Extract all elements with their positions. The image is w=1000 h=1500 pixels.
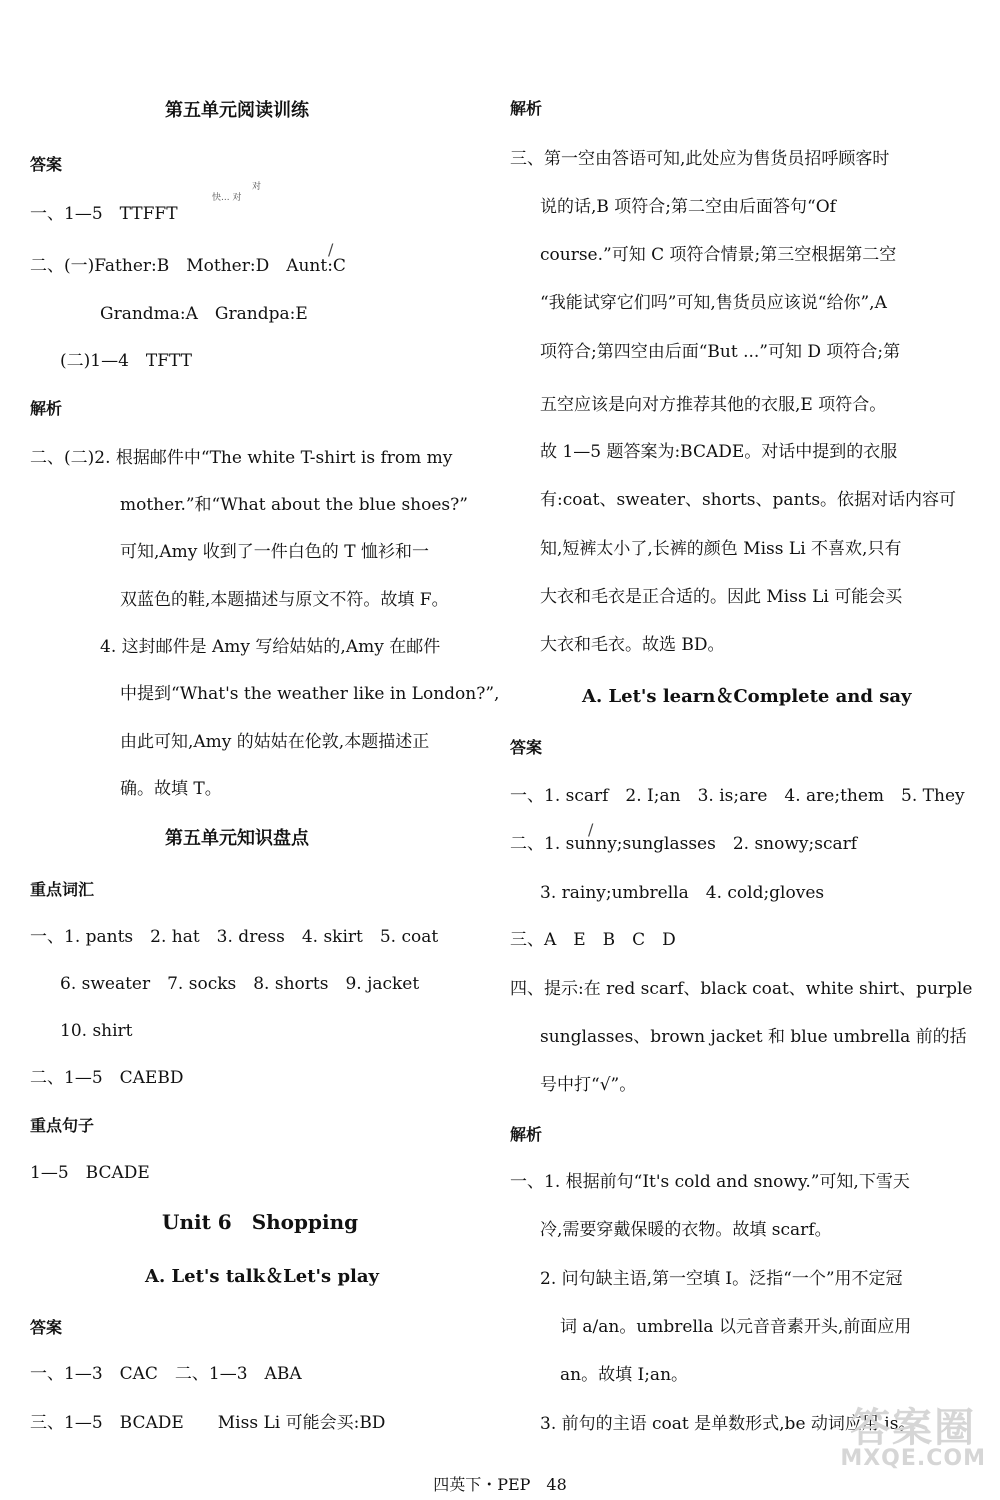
analysis-line: 有:coat、sweater、shorts、pants。依据对话内容可 (540, 490, 957, 510)
answer-line: 四、提示:在 red scarf、black coat、white shirt、purple (510, 979, 973, 999)
watermark-line: MXQE.COM (840, 1446, 986, 1471)
page-footer: 四英下・PEP 48 (433, 1475, 567, 1494)
talk-section-title: A. Let's talk＆Let's play (145, 1266, 379, 1287)
sentences-heading: 重点句子 (30, 1116, 95, 1135)
answer-line: 号中打“√”。 (540, 1075, 637, 1095)
learn-section-title: A. Let's learn＆Complete and say (582, 686, 912, 707)
stamp-text: 对 (252, 182, 262, 192)
answer-line: 3. rainy;umbrella 4. cold;gloves (540, 883, 825, 903)
answer-line: 一、1—5 TTFFT (30, 204, 178, 224)
analysis-line: an。故填 I;an。 (560, 1365, 689, 1385)
watermark-line: 答案圈 (850, 1405, 977, 1451)
pen-mark-icon: / (588, 820, 594, 839)
answer-line: 一、1. scarf 2. I;an 3. is;are 4. are;them 5. They (510, 786, 965, 806)
vocab-line: 二、1—5 CAEBD (30, 1068, 184, 1088)
sentences-line: 1—5 BCADE (30, 1163, 150, 1183)
vocab-line: 一、1. pants 2. hat 3. dress 4. skirt 5. coat (30, 927, 439, 947)
analysis-heading: 解析 (510, 99, 543, 118)
answers-heading: 答案 (510, 738, 543, 757)
analysis-line: course.”可知 C 项符合情景;第三空根据第二空 (540, 245, 897, 265)
analysis-line: 大衣和毛衣是正合适的。因此 Miss Li 可能会买 (540, 587, 903, 607)
analysis-line: 双蓝色的鞋,本题描述与原文不符。故填 F。 (120, 590, 449, 610)
answer-line: 二、1. sunny;sunglasses 2. snowy;scarf (510, 834, 858, 854)
analysis-line: 由此可知,Amy 的姑姑在伦敦,本题描述正 (120, 732, 430, 752)
analysis-line: 大衣和毛衣。故选 BD。 (540, 635, 725, 655)
answer-line: 一、1—3 CAC 二、1—3 ABA (30, 1364, 302, 1384)
answers-heading: 答案 (30, 1318, 63, 1337)
answer-line: sunglasses、brown jacket 和 blue umbrella 前的括 (540, 1027, 967, 1047)
vocab-heading: 重点词汇 (30, 880, 95, 899)
section-title-unit5-reading: 第五单元阅读训练 (165, 100, 309, 121)
analysis-line: mother.”和“What about the blue shoes?” (120, 495, 468, 515)
section-title-unit5-knowledge: 第五单元知识盘点 (165, 828, 309, 849)
analysis-line: 可知,Amy 收到了一件白色的 T 恤衫和一 (120, 542, 429, 562)
analysis-line: 知,短裤太小了,长裤的颜色 Miss Li 不喜欢,只有 (540, 539, 902, 559)
analysis-line: 一、1. 根据前句“It's cold and snowy.”可知,下雪天 (510, 1172, 910, 1192)
analysis-line: 2. 问句缺主语,第一空填 I。泛指“一个”用不定冠 (540, 1269, 903, 1289)
pen-mark-icon: / (328, 240, 334, 259)
analysis-line: 中提到“What's the weather like in London?”, (120, 684, 500, 704)
analysis-line: 说的话,B 项符合;第二空由后面答句“Of (540, 197, 836, 217)
analysis-line: 项符合;第四空由后面“But ...”可知 D 项符合;第 (540, 342, 901, 362)
stamp-text: 快... 对 (212, 193, 242, 203)
answer-line: (二)1—4 TFTT (60, 351, 193, 371)
unit6-title: Unit 6 Shopping (162, 1210, 359, 1234)
analysis-line: 三、第一空由答语可知,此处应为售货员招呼顾客时 (510, 149, 890, 169)
answer-line: 二、(一)Father:B Mother:D Aunt:C (30, 256, 346, 276)
analysis-line: 3. 前句的主语 coat 是单数形式,be 动词应用 is。 (540, 1414, 916, 1434)
answers-heading: 答案 (30, 155, 63, 174)
analysis-line: 4. 这封邮件是 Amy 写给姑姑的,Amy 在邮件 (100, 637, 441, 657)
analysis-line: 故 1—5 题答案为:BCADE。对话中提到的衣服 (540, 442, 898, 462)
analysis-line: 冷,需要穿戴保暖的衣物。故填 scarf。 (540, 1220, 832, 1240)
analysis-heading: 解析 (30, 399, 63, 418)
answer-line: 三、1—5 BCADE Miss Li 可能会买:BD (30, 1413, 386, 1433)
analysis-line: 词 a/an。umbrella 以元音音素开头,前面应用 (560, 1317, 912, 1337)
answer-line: Grandma:A Grandpa:E (100, 304, 308, 324)
analysis-line: 确。故填 T。 (120, 779, 222, 799)
answer-line: 三、A E B C D (510, 930, 676, 950)
vocab-line: 6. sweater 7. socks 8. shorts 9. jacket (60, 974, 420, 994)
analysis-heading: 解析 (510, 1125, 543, 1144)
small-stamp (212, 182, 261, 204)
analysis-line: 二、(二)2. 根据邮件中“The white T-shirt is from my (30, 448, 453, 468)
analysis-line: “我能试穿它们吗”可知,售货员应该说“给你”,A (540, 293, 887, 313)
vocab-line: 10. shirt (60, 1021, 133, 1041)
site-watermark (840, 1405, 986, 1471)
analysis-line: 五空应该是向对方推荐其他的衣服,E 项符合。 (540, 395, 887, 415)
